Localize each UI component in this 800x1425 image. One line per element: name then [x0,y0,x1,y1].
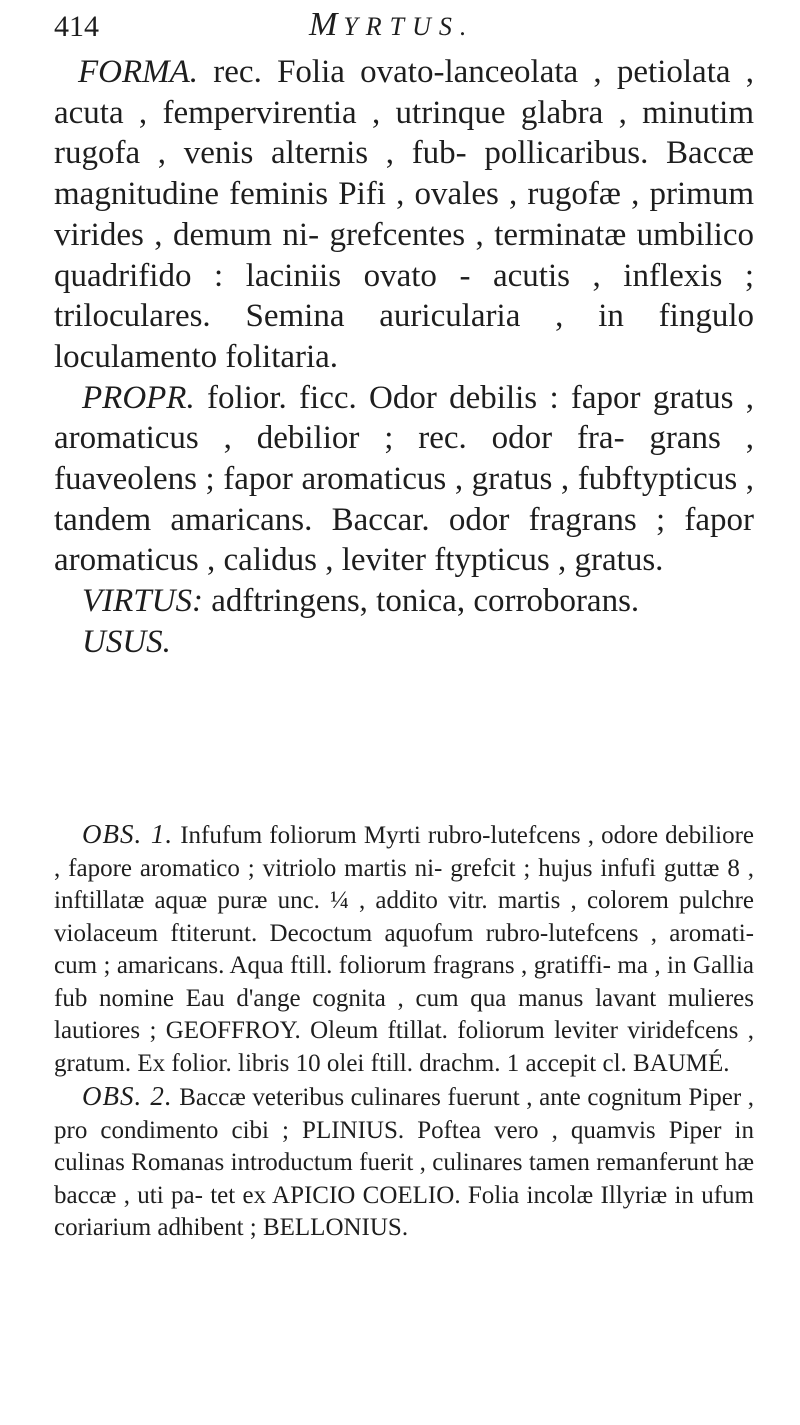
forma-paragraph [54,52,754,378]
obs2-paragraph [54,1080,754,1245]
forma-text: rec. Folia ovato-lanceolata , petiolata , acuta , fempervirentia , utrinque glabra , minutim rugofa , venis alternis , fub- pollicaribus. Baccæ magnitudine feminis Pifi , ovales , rugofæ , primum virides , demum ni- grefcentes , terminatæ umbilico quadrifido : laciniis ovato - acutis , inflexis ; triloculares. Semina auricularia , in fingulo loculamento folitaria. [54,54,755,375]
propr-paragraph [54,378,754,582]
page-header [54,6,754,50]
virtus-paragraph [54,581,754,622]
obs1-text: Infufum foliorum Myrti rubro-lutefcens , odore debiliore , fapore aromatico ; vitriolo martis ni- grefcit ; hujus infufi guttæ 8 , inftillatæ aquæ puræ unc. ¼ , addito vitr. martis , colorem pulchre violaceum ftiterunt. Decoctum aquofum rubro-lutefcens , aromati- cum ; amaricans. Aqua ftill. foliorum fragrans , gratiffi- ma , in Gallia fub nomine Eau d'ange cognita , cum qua manus lavant mulieres lautiores ; GEOFFROY. Oleum ftillat. foliorum leviter viridefcens , gratum. Ex folior. libris 10 olei ftill. drachm. 1 accepit cl. BAUMÉ. [54,822,755,1077]
running-title-initial: M [309,6,344,43]
usus-label: USUS. [82,623,171,660]
obs1-paragraph [54,818,754,1080]
book-page [54,0,754,1425]
observations [54,818,754,1245]
running-title-rest: YRTUS. [343,12,475,41]
propr-label: PROPR. [82,379,195,416]
forma-label: FORMA. [78,54,199,90]
propr-text: folior. ficc. Odor debilis : fapor gratus , aromaticus , debilior ; rec. odor fra- grans , fuaveolens ; fapor aromaticus , gratus , fubftypticus , tandem amaricans. Baccar. odor fragrans ; fapor aromaticus , calidus , leviter ftypticus , gratus. [54,379,755,579]
running-title [309,6,474,44]
virtus-text: adftringens, tonica, corroborans. [211,583,640,620]
main-text [54,52,754,663]
obs2-label: OBS. 2. [82,1081,173,1111]
page-number: 414 [54,10,99,43]
usus-paragraph [54,622,754,663]
virtus-label: VIRTUS: [82,583,203,620]
obs2-text: Baccæ veteribus culinares fuerunt , ante cognitum Piper , pro condimento cibi ; PLINIUS. Poftea vero , quamvis Piper in culinas Romanas introductum fuerit , culinares tamen remanferunt hæ baccæ , uti pa- tet ex APICIO COELIO. Folia incolæ Illyriæ in ufum coriarium adhibent ; BELLONIUS. [54,1084,755,1241]
obs1-label: OBS. 1. [82,819,174,849]
